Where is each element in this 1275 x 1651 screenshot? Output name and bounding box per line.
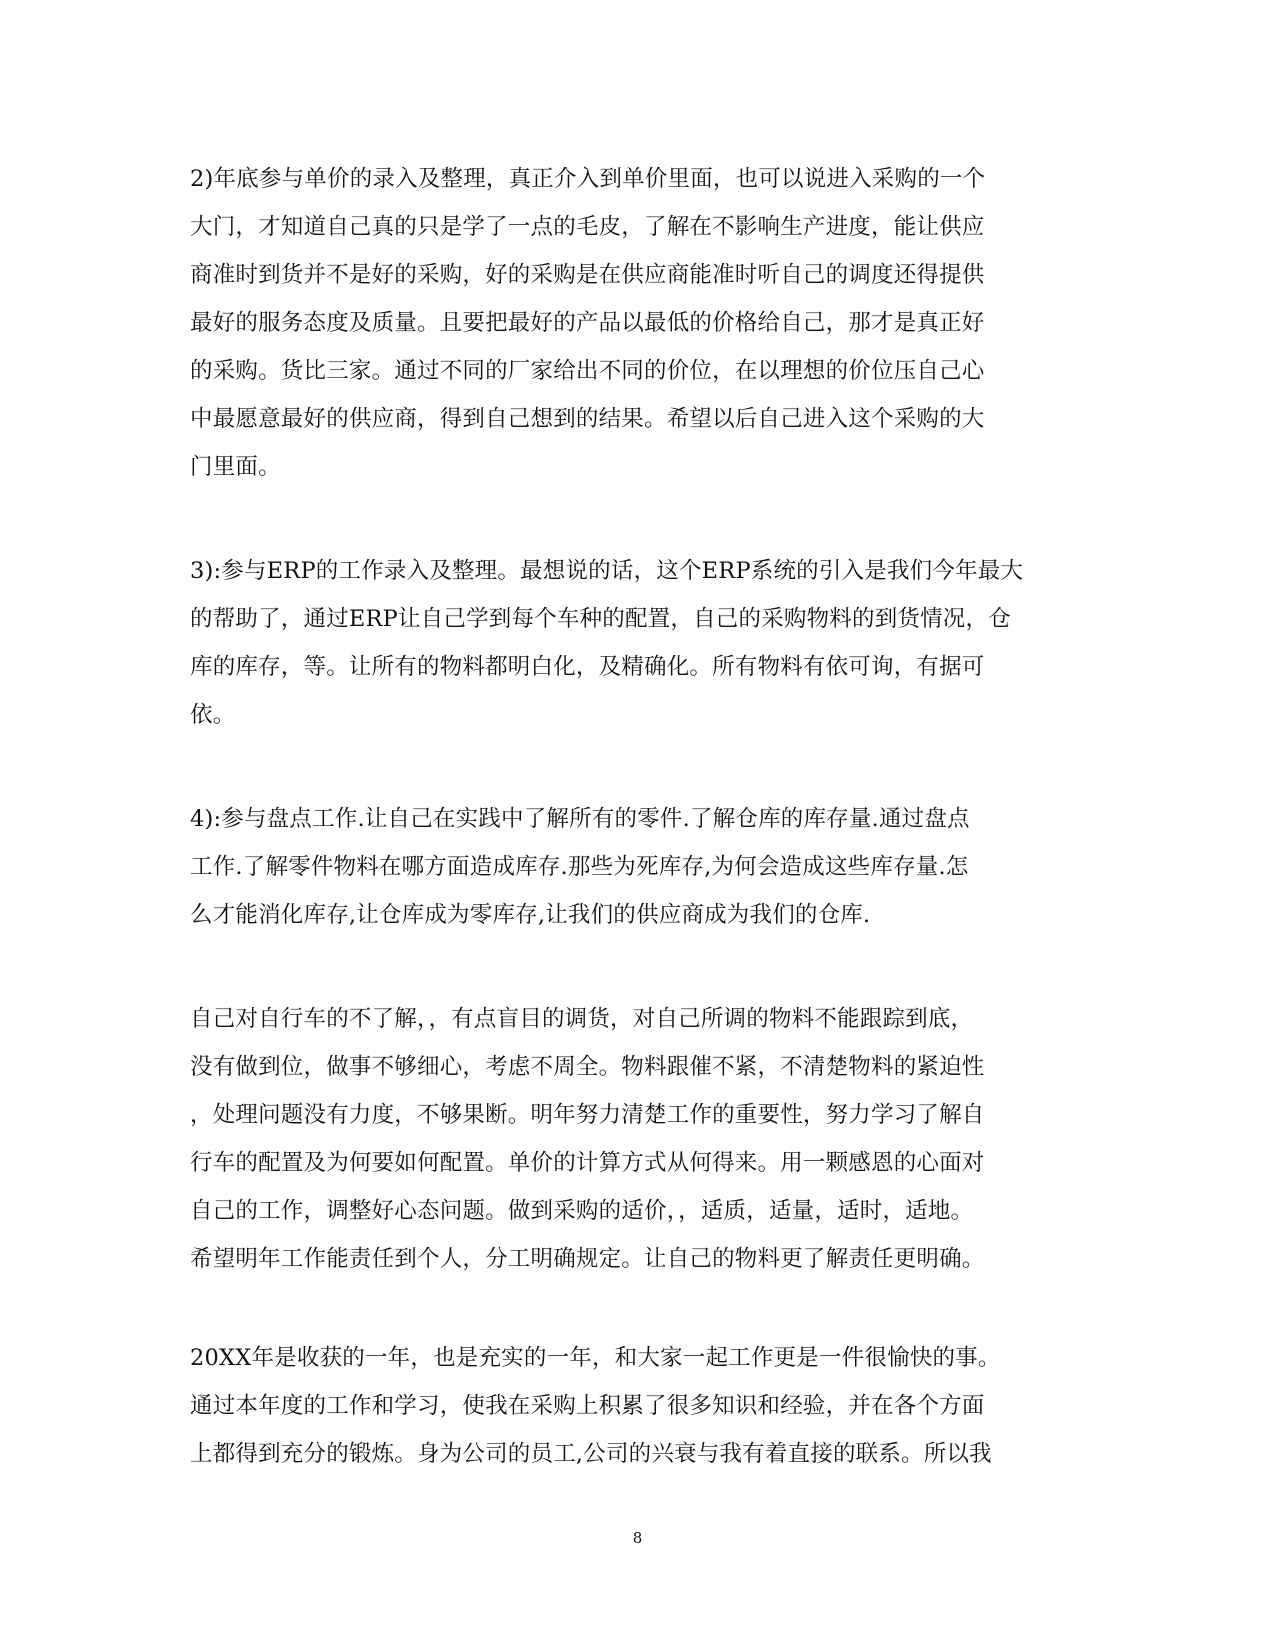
text-line: 大门，才知道自己真的只是学了一点的毛皮，了解在不影响生产进度，能让供应	[190, 214, 985, 240]
paragraph-year-summary	[190, 1334, 1001, 1478]
text-line: 行车的配置及为何要如何配置。单价的计算方式从何得来。用一颗感恩的心面对	[190, 1150, 985, 1176]
text-line: 的采购。货比三家。通过不同的厂家给出不同的价位，在以理想的价位压自己心	[190, 358, 985, 384]
text-line: 门里面。	[190, 454, 281, 480]
text-line: 依。	[190, 702, 236, 728]
page-number: 8	[632, 1529, 643, 1547]
text-line: 库的库存，等。让所有的物料都明白化，及精确化。所有物料有依可询，有据可	[190, 654, 985, 680]
paragraph-erp	[190, 547, 1023, 739]
text-line: 自己对自行车的不了解，，有点盲目的调货，对自己所调的物料不能跟踪到底，	[190, 1006, 974, 1032]
text-line: 希望明年工作能责任到个人，分工明确规定。让自己的物料更了解责任更明确。	[190, 1246, 985, 1272]
text-line: 4):参与盘点工作.让自己在实践中了解所有的零件.了解仓库的库存量.通过盘点	[190, 806, 970, 832]
text-line: 3):参与ERP的工作录入及整理。最想说的话，这个ERP系统的引入是我们今年最大	[190, 558, 1024, 584]
text-line: 么才能消化库存,让仓库成为零库存,让我们的供应商成为我们的仓库.	[190, 902, 871, 928]
text-line: 上都得到充分的锻炼。身为公司的员工,公司的兴衰与我有着直接的联系。所以我	[190, 1441, 992, 1467]
paragraph-inventory	[190, 795, 970, 939]
paragraph-unit-price	[190, 155, 985, 491]
text-line: 工作.了解零件物料在哪方面造成库存.那些为死库存,为何会造成这些库存量.怎	[190, 854, 969, 880]
text-line: ，处理问题没有力度，不够果断。明年努力清楚工作的重要性，努力学习了解自	[190, 1102, 985, 1128]
text-line: 的帮助了，通过ERP让自己学到每个车种的配置，自己的采购物料的到货情况，仓	[190, 606, 1011, 632]
text-line: 中最愿意最好的供应商，得到自己想到的结果。希望以后自己进入这个采购的大	[190, 406, 985, 432]
paragraph-shortcomings	[190, 995, 985, 1283]
text-line: 商准时到货并不是好的采购，好的采购是在供应商能准时听自己的调度还得提供	[190, 262, 985, 288]
text-line: 2)年底参与单价的录入及整理，真正介入到单价里面，也可以说进入采购的一个	[190, 166, 986, 192]
text-line: 没有做到位，做事不够细心，考虑不周全。物料跟催不紧，不清楚物料的紧迫性	[190, 1054, 985, 1080]
text-line: 通过本年度的工作和学习，使我在采购上积累了很多知识和经验，并在各个方面	[190, 1393, 985, 1419]
text-line: 最好的服务态度及质量。且要把最好的产品以最低的价格给自己，那才是真正好	[190, 310, 985, 336]
text-line: 20XX年是收获的一年，也是充实的一年，和大家一起工作更是一件很愉快的事。	[190, 1345, 1001, 1371]
text-line: 自己的工作，调整好心态问题。做到采购的适价，，适质，适量，适时，适地。	[190, 1198, 974, 1224]
